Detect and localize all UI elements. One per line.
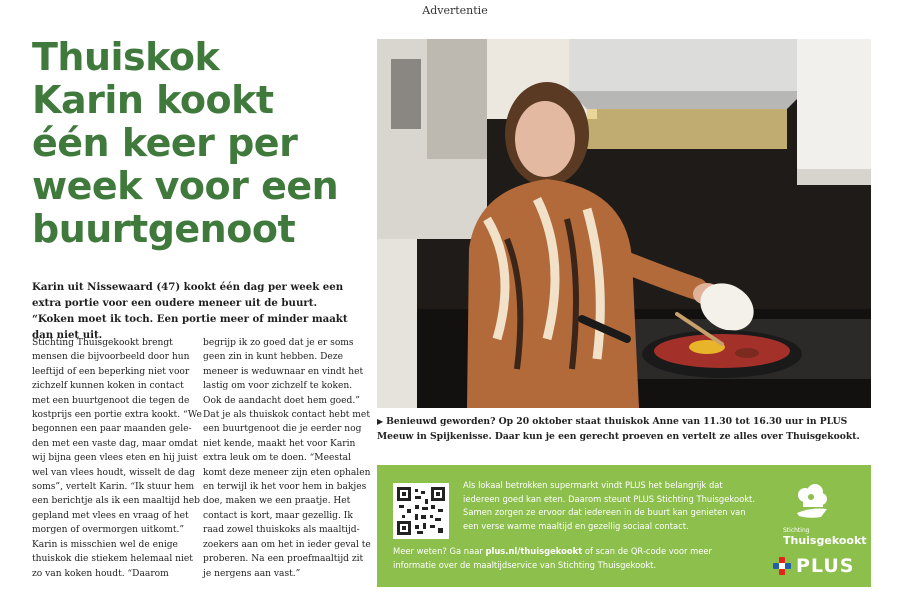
kitchen-scene-illustration <box>377 39 871 408</box>
plus-cross-icon <box>773 557 791 575</box>
plus-wordmark: PLUS <box>796 555 855 577</box>
caption-arrow-icon: ▶ <box>377 416 384 426</box>
body-line: niet kende, maakt het voor Karin <box>203 438 356 449</box>
body-line: gepland met vlees en vraag of het <box>32 510 189 521</box>
body-line: morgen of overmorgen uitkomt.” <box>32 525 185 536</box>
more-info-suffix: of scan de QR-code voor meer <box>582 546 713 556</box>
body-line: proberen. Na een proefmaaltijd zit <box>203 554 364 565</box>
body-line: doe, maken we een praatje. Het <box>203 496 351 507</box>
body-line: met een buurtgenoot die tegen de <box>32 395 190 406</box>
body-line: kostprijs een portie extra kookt. “We <box>32 410 202 421</box>
headline <box>32 36 372 251</box>
headline-line: buurtgenoot <box>32 207 296 251</box>
body-line: leeftijd of een beperking niet voor <box>32 366 190 377</box>
headline-line: Thuiskok <box>32 35 220 79</box>
body-line: Dat je als thuiskok contact hebt met <box>203 410 370 421</box>
body-column-2 <box>203 336 371 581</box>
body-line: Ook de aandacht doet hem goed.” <box>203 395 360 406</box>
chef-hat-icon <box>791 483 831 523</box>
body-line: Stichting Thuisgekookt brengt <box>32 338 173 348</box>
body-line: begrijp ik zo goed dat je er soms <box>203 338 354 348</box>
body-line: geen zin in kunt hebben. Deze <box>203 352 343 363</box>
headline-line: één keer per <box>32 121 298 165</box>
body-line: een buurtgenoot die je eerder nog <box>203 424 362 435</box>
photo-caption <box>377 414 871 444</box>
caption-text: Benieuwd geworden? Op 20 oktober staat thuiskok Anne van 11.30 tot 16.30 uur in PLUS Meeuw in Spijkenisse. Daar kun je een gerecht proeven en vertelt ze alles over Thuisgekookt. <box>377 416 860 442</box>
body-line: mensen die bijvoorbeeld door hun <box>32 352 190 363</box>
plus-logo <box>773 555 854 577</box>
body-line: komt deze meneer zijn eten ophalen <box>203 467 371 478</box>
body-line: je nergens aan vast.” <box>203 568 301 579</box>
body-line: Karin is misschien wel de enige <box>32 539 178 550</box>
promo-more-info <box>393 545 793 572</box>
body-line: soms”, vertelt Karin. “Ik stuur hem <box>32 482 195 493</box>
body-line: zo van koken houdt. “Daarom <box>32 568 169 579</box>
cooking-photo <box>377 39 871 408</box>
promo-line: een verse warme maaltijd en gezellig sociaal contact. <box>463 520 689 531</box>
body-line: zichzelf kunnen koken in contact <box>32 381 184 392</box>
body-line: contact is kort, maar gezellig. Ik <box>203 510 353 521</box>
promo-line: Als lokaal betrokken supermarkt vindt PLUS het belangrijk dat <box>463 480 723 490</box>
promo-line: Samen zorgen ze ervoor dat iedereen in de buurt kan genieten van <box>463 507 746 518</box>
qr-code-icon[interactable] <box>393 483 449 539</box>
more-info-line <box>393 545 793 559</box>
body-line: lastig om voor zichzelf te koken. <box>203 381 353 392</box>
headline-line: Karin kookt <box>32 78 274 122</box>
body-line: den met een vaste dag, maar omdat <box>32 438 198 449</box>
body-line: wel van vlees houdt, wisselt de dag <box>32 467 196 478</box>
promo-text <box>463 479 773 533</box>
promo-line: iedereen goed kan eten. Daarom steunt PLUS Stichting Thuisgekookt. <box>463 493 755 504</box>
body-line: en terwijl ik het voor hem in bakjes <box>203 482 367 493</box>
body-line: raad zowel thuiskoks als maaltijd- <box>203 525 360 536</box>
body-line: een berichtje als ik een maaltijd heb <box>32 496 200 507</box>
more-info-prefix: Meer weten? Ga naar <box>393 546 486 556</box>
more-info-line-2: informatie over de maaltijdservice van Stichting Thuisgekookt. <box>393 559 657 570</box>
body-line: zoekers aan om het in ieder geval te <box>203 539 371 550</box>
advertisement-label: Advertentie <box>422 4 488 17</box>
plus-thuisgekookt-link[interactable]: plus.nl/thuisgekookt <box>485 546 583 556</box>
body-line: thuiskok die stiekem helemaal niet <box>32 554 193 565</box>
body-column-1 <box>32 336 202 581</box>
body-line: begonnen een paar maanden gele- <box>32 424 192 435</box>
body-line: wij bijna geen vlees eten en hij juist <box>32 453 198 464</box>
body-line: meneer is weduwnaar en vindt het <box>203 366 364 377</box>
intro-paragraph: Karin uit Nissewaard (47) kookt één dag per week een extra portie voor een oudere meneer uit de buurt. “Koken moet ik toch. Een portie meer of minder maakt dan niet uit. <box>32 281 348 341</box>
headline-line: week voor een <box>32 164 339 208</box>
plus-promo-box <box>377 465 871 587</box>
body-line: extra leuk om te doen. “Meestal <box>203 453 351 464</box>
logo-small-text: Stichting <box>783 527 810 534</box>
stichting-thuisgekookt-logo <box>777 483 867 547</box>
logo-big-text: Thuisgekookt <box>783 534 867 547</box>
qr-code-graphic <box>397 487 445 535</box>
